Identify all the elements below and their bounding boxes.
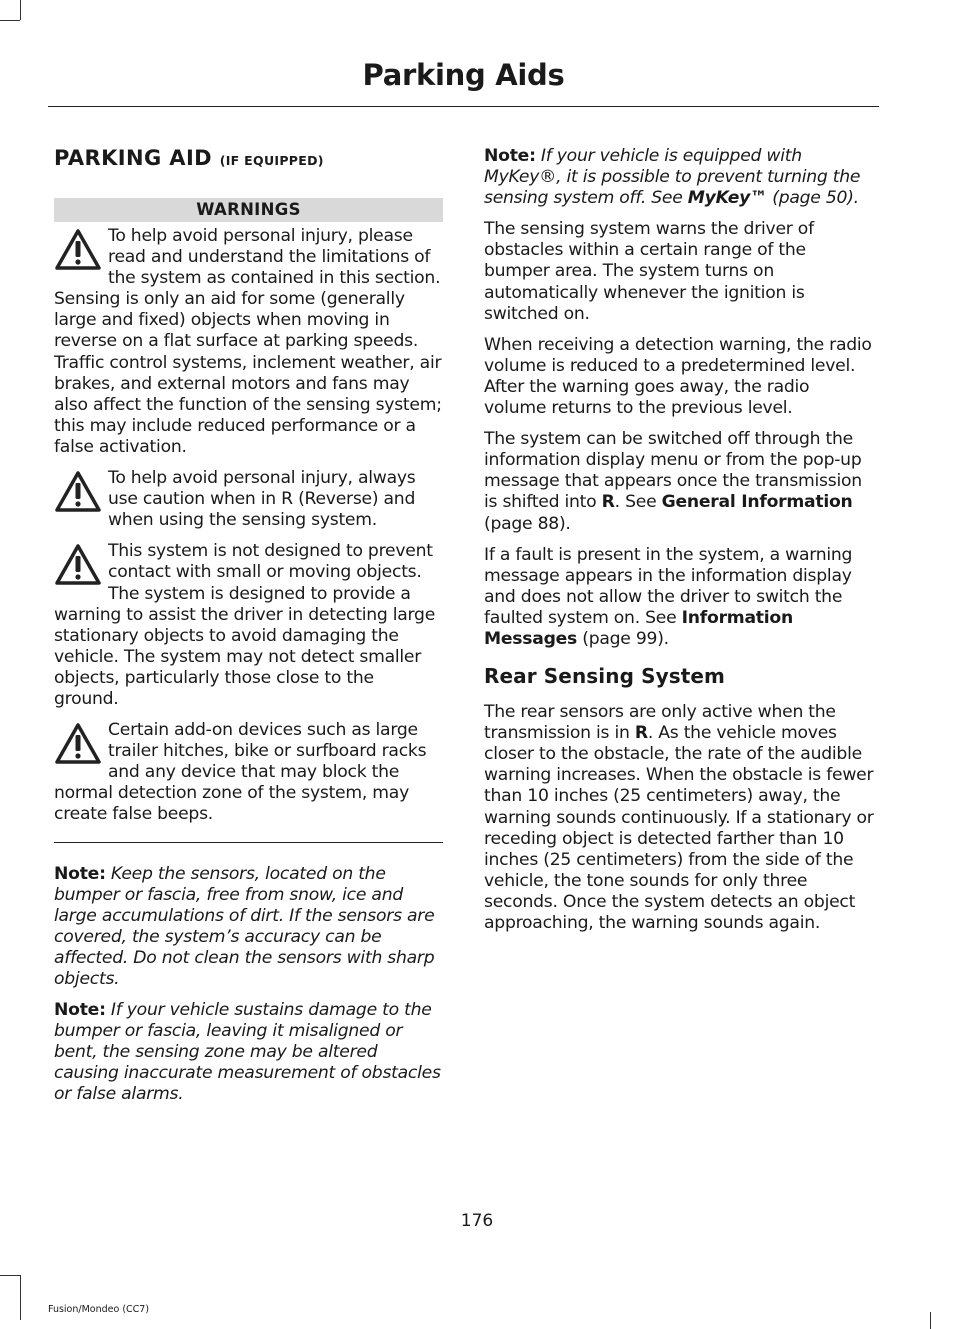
page-ref: (page 99). bbox=[582, 628, 669, 649]
warning-triangle-icon bbox=[54, 722, 102, 766]
warning-text: This system is not designed to prevent contact with small or moving objects. The system is designed to provide a warning to assist the driver in detecting large stationary objects to avoid damaging the vehicle. The system may not detect smaller objects, particularly those close to the ground. bbox=[54, 541, 436, 709]
gear-r: R bbox=[634, 723, 648, 744]
crop-mark bbox=[20, 0, 21, 20]
warning-item bbox=[54, 720, 443, 825]
page-ref: (page 88). bbox=[484, 513, 571, 534]
body-paragraph: When receiving a detection warning, the radio volume is reduced to a predetermined level. After the warning goes away, the radio volume returns to the previous level. bbox=[484, 334, 872, 419]
body-paragraph: The sensing system warns the driver of obstacles within a certain range of the bumper area. The system turns on automatically whenever the ignition is switched on. bbox=[484, 219, 814, 324]
note-label: Note: bbox=[54, 1000, 106, 1021]
warning-triangle-icon bbox=[54, 543, 102, 587]
warning-triangle-icon bbox=[54, 228, 102, 272]
crop-mark bbox=[20, 1275, 21, 1320]
body-paragraph bbox=[484, 702, 876, 934]
warning-item bbox=[54, 468, 443, 531]
crop-mark bbox=[930, 1312, 931, 1329]
warning-text: To help avoid personal injury, please read and understand the limitations of the system as contained in this section. Sensing is only an aid for some (generally large and fixed) objects when moving in reverse on a flat surface at parking speeds. Traffic control systems, inclement weather, air brakes, and external motors and fans may also affect the function of the sensing system; this may include reduced performance or a false activation. bbox=[54, 226, 442, 457]
warning-text: To help avoid personal injury, always use caution when in R (Reverse) and when using the sensing system. bbox=[108, 468, 416, 531]
note-text: Keep the sensors, located on the bumper or fascia, free from snow, ice and large accumulations of dirt. If the sensors are covered, the system’s accuracy can be affected. Do not clean the sensors with sharp objects. bbox=[54, 863, 435, 989]
body-text: If a fault is present in the system, a warning message appears in the information display and does not allow the driver to switch the faulted system on. See bbox=[484, 544, 853, 628]
page-title: Parking Aids bbox=[362, 58, 565, 92]
sub-heading: Rear Sensing System bbox=[484, 664, 725, 689]
page-number: 176 bbox=[460, 1211, 494, 1231]
body-text: The rear sensors are only active when the transmission is in bbox=[484, 702, 836, 744]
body-paragraph bbox=[484, 545, 876, 650]
information-messages-link[interactable]: Information Messages bbox=[484, 607, 793, 649]
warning-triangle-icon bbox=[54, 470, 102, 514]
body-text: The system can be switched off through the information display menu or from the pop-up message that appears once the transmission is shifted into bbox=[484, 429, 862, 513]
left-column bbox=[54, 146, 443, 1106]
warning-item bbox=[54, 541, 443, 710]
title-rule bbox=[48, 106, 879, 107]
crop-mark bbox=[0, 20, 20, 21]
note-label: Note: bbox=[54, 863, 106, 884]
note-paragraph bbox=[54, 864, 443, 991]
note-text: If your vehicle sustains damage to the bumper or fascia, leaving it misaligned or bent, the sensing zone may be altered causing inaccurate measurement of obstacles or false alarms. bbox=[54, 1000, 441, 1105]
warnings-header: WARNINGS bbox=[54, 198, 443, 222]
body-text: . As the vehicle moves closer to the obstacle, the rate of the audible warning increases. When the obstacle is fewer than 10 inches (25 centimeters) away, the warning sounds continuously. If a stationary or receding object is detected farther than 10 inches (25 centimeters) from the side of the vehicle, the tone sounds for only three seconds. Once the system detects an object approaching, the warning sounds again. bbox=[484, 723, 874, 933]
warning-item bbox=[54, 226, 443, 458]
warning-text: Certain add-on devices such as large trailer hitches, bike or surfboard racks and any device that may block the normal detection zone of the system, may create false beeps. bbox=[54, 720, 427, 825]
note-page-ref: (page 50). bbox=[772, 188, 859, 209]
section-heading-main: PARKING AID bbox=[54, 146, 212, 170]
footer-model: Fusion/Mondeo (CC7) bbox=[48, 1304, 150, 1315]
mykey-link[interactable]: MyKey™ bbox=[687, 188, 768, 209]
warnings-divider bbox=[54, 842, 443, 843]
general-information-link[interactable]: General Information bbox=[661, 492, 853, 513]
body-text: . See bbox=[614, 492, 657, 513]
note-label: Note: bbox=[484, 146, 536, 166]
right-column bbox=[484, 146, 876, 934]
crop-mark bbox=[0, 1275, 20, 1276]
note-paragraph bbox=[54, 1000, 443, 1105]
gear-r: R bbox=[601, 492, 615, 513]
section-heading bbox=[54, 146, 443, 170]
section-heading-sub: (IF EQUIPPED) bbox=[219, 153, 324, 168]
note-paragraph bbox=[484, 146, 876, 209]
note-text: If your vehicle is equipped with MyKey®, it is possible to prevent turning the sensing system off. See bbox=[484, 146, 861, 209]
body-paragraph bbox=[484, 429, 876, 534]
